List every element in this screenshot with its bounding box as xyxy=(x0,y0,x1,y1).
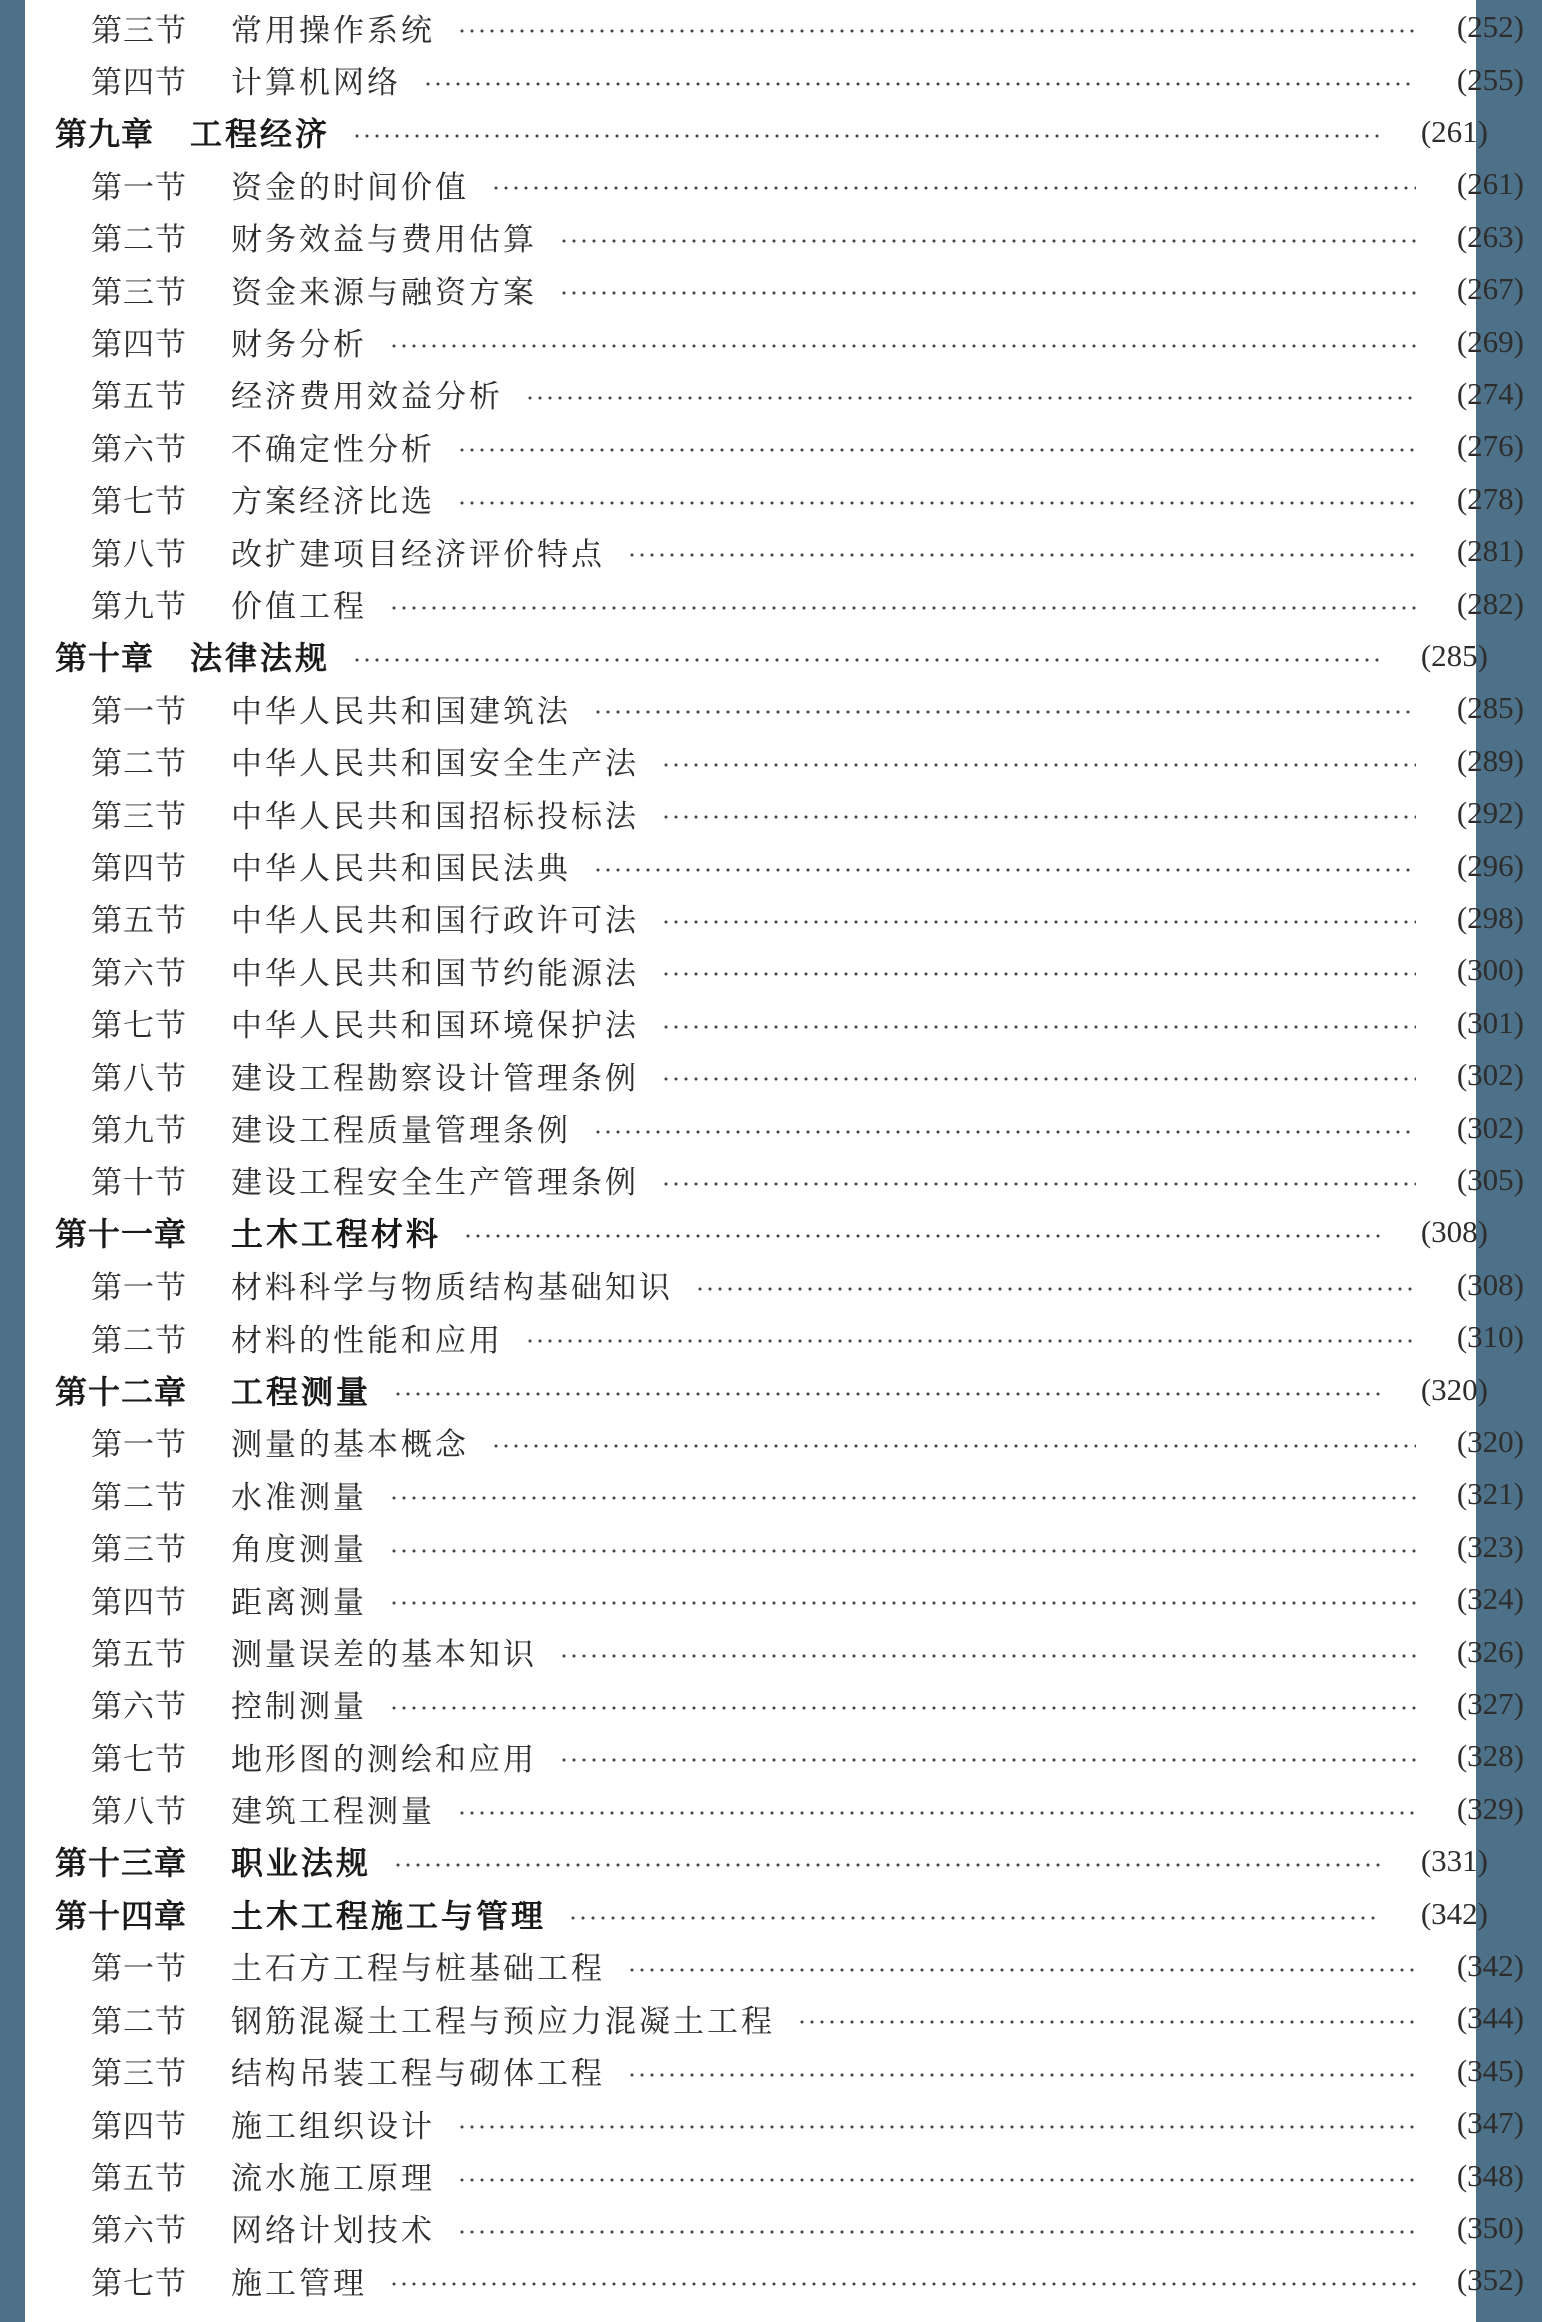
section-title: 建设工程质量管理条例 xyxy=(231,1113,571,1150)
toc-section-row xyxy=(25,1468,1542,1520)
section-number: 第六节 xyxy=(91,431,187,468)
section-title: 经济费用效益分析 xyxy=(231,379,503,416)
page-number: (263) xyxy=(1456,218,1524,254)
section-title: 结构吊装工程与砌体工程 xyxy=(231,2056,605,2093)
section-number: 第八节 xyxy=(91,536,187,573)
section-title: 计算机网络 xyxy=(231,65,401,102)
toc-chapter-row xyxy=(25,1363,1506,1415)
toc-chapter-row xyxy=(25,106,1506,158)
toc-section-row xyxy=(25,1049,1542,1101)
dot-leader xyxy=(352,134,1380,138)
page-number: (296) xyxy=(1456,847,1524,883)
dot-leader xyxy=(661,972,1416,976)
dot-leader xyxy=(389,1549,1416,1553)
section-number: 第三节 xyxy=(91,1532,187,1569)
section-number: 第三节 xyxy=(91,798,187,835)
page-number: (302) xyxy=(1456,1057,1524,1093)
toc-chapter-row xyxy=(25,1887,1506,1939)
section-title: 施工组织设计 xyxy=(231,2108,435,2145)
page-number: (342) xyxy=(1456,1947,1524,1983)
page-number: (255) xyxy=(1456,61,1524,97)
toc-section-row xyxy=(25,735,1542,787)
page-number: (326) xyxy=(1456,1633,1524,1669)
section-number: 第三节 xyxy=(91,2056,187,2093)
section-number: 第五节 xyxy=(91,903,187,940)
section-title: 中华人民共和国行政许可法 xyxy=(231,903,639,940)
dot-leader xyxy=(661,1025,1416,1029)
dot-leader xyxy=(559,1654,1416,1658)
page-number: (301) xyxy=(1456,1004,1524,1040)
toc-section-row xyxy=(25,839,1542,891)
dot-leader xyxy=(661,763,1416,767)
section-title: 财务效益与费用估算 xyxy=(231,222,537,259)
chapter-number: 第十四章 xyxy=(55,1896,188,1935)
dot-leader xyxy=(559,291,1416,295)
toc-section-row xyxy=(25,2254,1542,2306)
section-title: 建筑工程测量 xyxy=(231,1794,435,1831)
dot-leader xyxy=(389,2282,1416,2286)
toc-section-row xyxy=(25,1416,1542,1468)
dot-leader xyxy=(457,2125,1416,2129)
page-number: (285) xyxy=(1420,637,1488,673)
section-title: 测量误差的基本知识 xyxy=(231,1637,537,1674)
dot-leader xyxy=(393,1392,1380,1396)
section-number: 第四节 xyxy=(91,851,187,888)
section-title: 中华人民共和国安全生产法 xyxy=(231,746,639,783)
section-title: 钢筋混凝土工程与预应力混凝土工程 xyxy=(231,2003,775,2040)
section-number: 第二节 xyxy=(91,1479,187,1516)
dot-leader xyxy=(457,29,1416,33)
section-number: 第四节 xyxy=(91,2108,187,2145)
chapter-number: 第十章 xyxy=(55,638,155,677)
section-number: 第二节 xyxy=(91,1322,187,1359)
section-title: 中华人民共和国招标投标法 xyxy=(231,798,639,835)
dot-leader xyxy=(352,658,1380,662)
section-number: 第七节 xyxy=(91,1008,187,1045)
section-title: 材料的性能和应用 xyxy=(231,1322,503,1359)
toc-section-row xyxy=(25,525,1542,577)
chapter-number: 第十三章 xyxy=(55,1844,188,1883)
dot-leader xyxy=(661,1077,1416,1081)
section-title: 财务分析 xyxy=(231,327,367,364)
page-number: (289) xyxy=(1456,742,1524,778)
page-number: (347) xyxy=(1456,2105,1524,2141)
chapter-title: 土木工程材料 xyxy=(231,1215,442,1254)
page-number: (298) xyxy=(1456,899,1524,935)
section-title: 建设工程勘察设计管理条例 xyxy=(231,1060,639,1097)
section-number: 第一节 xyxy=(91,693,187,730)
chapter-number: 第十一章 xyxy=(55,1215,188,1254)
dot-leader xyxy=(593,1130,1416,1134)
dot-leader xyxy=(423,82,1416,86)
section-title: 中华人民共和国环境保护法 xyxy=(231,1008,639,1045)
dot-leader xyxy=(457,2230,1416,2234)
toc-section-row xyxy=(25,1678,1542,1730)
section-title: 土石方工程与桩基础工程 xyxy=(231,1951,605,1988)
page-number: (328) xyxy=(1456,1738,1524,1774)
section-number: 第七节 xyxy=(91,484,187,521)
toc-section-row xyxy=(25,53,1542,105)
toc-section-row xyxy=(25,1783,1542,1835)
page-number: (269) xyxy=(1456,323,1524,359)
section-title: 施工管理 xyxy=(231,2265,367,2302)
page-number: (324) xyxy=(1456,1581,1524,1617)
page-number: (327) xyxy=(1456,1685,1524,1721)
section-number: 第二节 xyxy=(91,2003,187,2040)
page-number: (261) xyxy=(1456,166,1524,202)
section-number: 第二节 xyxy=(91,746,187,783)
toc-section-row xyxy=(25,682,1542,734)
dot-leader xyxy=(389,1496,1416,1500)
toc-chapter-row xyxy=(25,630,1506,682)
page-number: (282) xyxy=(1456,585,1524,621)
chapter-title: 土木工程施工与管理 xyxy=(231,1896,547,1935)
toc-section-row xyxy=(25,1992,1542,2044)
page-number: (348) xyxy=(1456,2157,1524,2193)
page-number: (308) xyxy=(1420,1214,1488,1250)
section-number: 第六节 xyxy=(91,2213,187,2250)
dot-leader xyxy=(389,1706,1416,1710)
toc-section-row xyxy=(25,1521,1542,1573)
page-number: (323) xyxy=(1456,1528,1524,1564)
section-number: 第六节 xyxy=(91,955,187,992)
dot-leader xyxy=(463,1234,1380,1238)
dot-leader xyxy=(389,344,1416,348)
dot-leader xyxy=(593,710,1416,714)
dot-leader xyxy=(457,448,1416,452)
section-number: 第五节 xyxy=(91,379,187,416)
dot-leader xyxy=(627,553,1416,557)
toc-section-row xyxy=(25,2202,1542,2254)
page-number: (276) xyxy=(1456,428,1524,464)
section-number: 第十节 xyxy=(91,1165,187,1202)
section-title: 水准测量 xyxy=(231,1479,367,1516)
dot-leader xyxy=(593,868,1416,872)
dot-leader xyxy=(661,1182,1416,1186)
section-title: 流水施工原理 xyxy=(231,2161,435,2198)
section-number: 第四节 xyxy=(91,1584,187,1621)
dot-leader xyxy=(661,815,1416,819)
dot-leader xyxy=(568,1916,1380,1920)
section-number: 第四节 xyxy=(91,65,187,102)
dot-leader xyxy=(797,2020,1416,2024)
chapter-title: 工程经济 xyxy=(190,114,331,153)
section-number: 第一节 xyxy=(91,169,187,206)
toc-section-row xyxy=(25,1940,1542,1992)
section-number: 第一节 xyxy=(91,1951,187,1988)
toc-section-row xyxy=(25,1259,1542,1311)
toc-section-row xyxy=(25,368,1542,420)
dot-leader xyxy=(389,606,1416,610)
chapter-title: 工程测量 xyxy=(231,1372,372,1411)
section-number: 第二节 xyxy=(91,222,187,259)
page-number: (261) xyxy=(1420,113,1488,149)
page-number: (350) xyxy=(1456,2209,1524,2245)
document-page xyxy=(25,0,1524,2322)
chapter-number: 第九章 xyxy=(55,114,155,153)
section-title: 改扩建项目经济评价特点 xyxy=(231,536,605,573)
section-number: 第八节 xyxy=(91,1060,187,1097)
section-number: 第三节 xyxy=(91,274,187,311)
toc-section-row xyxy=(25,577,1542,629)
section-title: 方案经济比选 xyxy=(231,484,435,521)
dot-leader xyxy=(457,2178,1416,2182)
section-title: 资金的时间价值 xyxy=(231,169,469,206)
dot-leader xyxy=(695,1287,1416,1291)
dot-leader xyxy=(559,239,1416,243)
dot-leader xyxy=(457,1811,1416,1815)
toc-section-row xyxy=(25,158,1542,210)
page-number: (278) xyxy=(1456,480,1524,516)
page-number: (310) xyxy=(1456,1319,1524,1355)
section-number: 第八节 xyxy=(91,1794,187,1831)
page-number: (302) xyxy=(1456,1109,1524,1145)
toc-section-row xyxy=(25,997,1542,1049)
page-number: (308) xyxy=(1456,1266,1524,1302)
chapter-title: 职业法规 xyxy=(231,1844,372,1883)
dot-leader xyxy=(525,396,1416,400)
section-title: 中华人民共和国民法典 xyxy=(231,851,571,888)
toc-section-row xyxy=(25,1625,1542,1677)
section-number: 第九节 xyxy=(91,589,187,626)
toc-section-row xyxy=(25,2149,1542,2201)
section-number: 第七节 xyxy=(91,1741,187,1778)
dot-leader xyxy=(525,1339,1416,1343)
toc-section-row xyxy=(25,1730,1542,1782)
toc-section-row xyxy=(25,787,1542,839)
page-number: (300) xyxy=(1456,952,1524,988)
dot-leader xyxy=(491,186,1416,190)
page-number: (352) xyxy=(1456,2262,1524,2298)
dot-leader xyxy=(627,1968,1416,1972)
section-title: 常用操作系统 xyxy=(231,12,435,49)
toc-section-row xyxy=(25,2045,1542,2097)
toc-section-row xyxy=(25,944,1542,996)
section-number: 第五节 xyxy=(91,2161,187,2198)
section-title: 材料科学与物质结构基础知识 xyxy=(231,1270,673,1307)
dot-leader xyxy=(389,1601,1416,1605)
section-title: 地形图的测绘和应用 xyxy=(231,1741,537,1778)
page-number: (344) xyxy=(1456,2000,1524,2036)
page-number: (321) xyxy=(1456,1476,1524,1512)
section-number: 第三节 xyxy=(91,12,187,49)
toc-section-row xyxy=(25,473,1542,525)
section-title: 中华人民共和国节约能源法 xyxy=(231,955,639,992)
page-number: (331) xyxy=(1420,1843,1488,1879)
page-number: (320) xyxy=(1456,1423,1524,1459)
toc-section-row xyxy=(25,1573,1542,1625)
section-number: 第一节 xyxy=(91,1427,187,1464)
page-number: (305) xyxy=(1456,1161,1524,1197)
toc-section-row xyxy=(25,263,1542,315)
dot-leader xyxy=(393,1863,1380,1867)
section-title: 中华人民共和国建筑法 xyxy=(231,693,571,730)
page-number: (345) xyxy=(1456,2052,1524,2088)
section-number: 第五节 xyxy=(91,1637,187,1674)
toc-section-row xyxy=(25,1154,1542,1206)
section-title: 距离测量 xyxy=(231,1584,367,1621)
dot-leader xyxy=(457,501,1416,505)
toc-section-row xyxy=(25,420,1542,472)
toc-section-row xyxy=(25,2097,1542,2149)
dot-leader xyxy=(627,2073,1416,2077)
page-number: (292) xyxy=(1456,795,1524,831)
section-title: 不确定性分析 xyxy=(231,431,435,468)
section-title: 控制测量 xyxy=(231,1689,367,1726)
toc-chapter-row xyxy=(25,1206,1506,1258)
page-number: (285) xyxy=(1456,690,1524,726)
toc-section-row xyxy=(25,1101,1542,1153)
toc-section-row xyxy=(25,1,1542,53)
page-number: (329) xyxy=(1456,1790,1524,1826)
dot-leader xyxy=(491,1444,1416,1448)
toc-chapter-row xyxy=(25,1835,1506,1887)
chapter-number: 第十二章 xyxy=(55,1372,188,1411)
section-number: 第九节 xyxy=(91,1113,187,1150)
section-title: 资金来源与融资方案 xyxy=(231,274,537,311)
section-number: 第四节 xyxy=(91,327,187,364)
section-title: 价值工程 xyxy=(231,589,367,626)
dot-leader xyxy=(661,920,1416,924)
chapter-title: 法律法规 xyxy=(190,638,331,677)
toc-section-row xyxy=(25,315,1542,367)
section-number: 第六节 xyxy=(91,1689,187,1726)
section-number: 第七节 xyxy=(91,2265,187,2302)
toc-section-row xyxy=(25,211,1542,263)
toc-section-row xyxy=(25,1311,1542,1363)
page-number: (342) xyxy=(1420,1895,1488,1931)
section-title: 网络计划技术 xyxy=(231,2213,435,2250)
page-number: (267) xyxy=(1456,271,1524,307)
page-number: (274) xyxy=(1456,375,1524,411)
section-title: 建设工程安全生产管理条例 xyxy=(231,1165,639,1202)
dot-leader xyxy=(559,1758,1416,1762)
toc-section-row xyxy=(25,892,1542,944)
section-number: 第一节 xyxy=(91,1270,187,1307)
page-number: (320) xyxy=(1420,1371,1488,1407)
section-title: 测量的基本概念 xyxy=(231,1427,469,1464)
page-number: (252) xyxy=(1456,9,1524,45)
page-number: (281) xyxy=(1456,533,1524,569)
section-title: 角度测量 xyxy=(231,1532,367,1569)
